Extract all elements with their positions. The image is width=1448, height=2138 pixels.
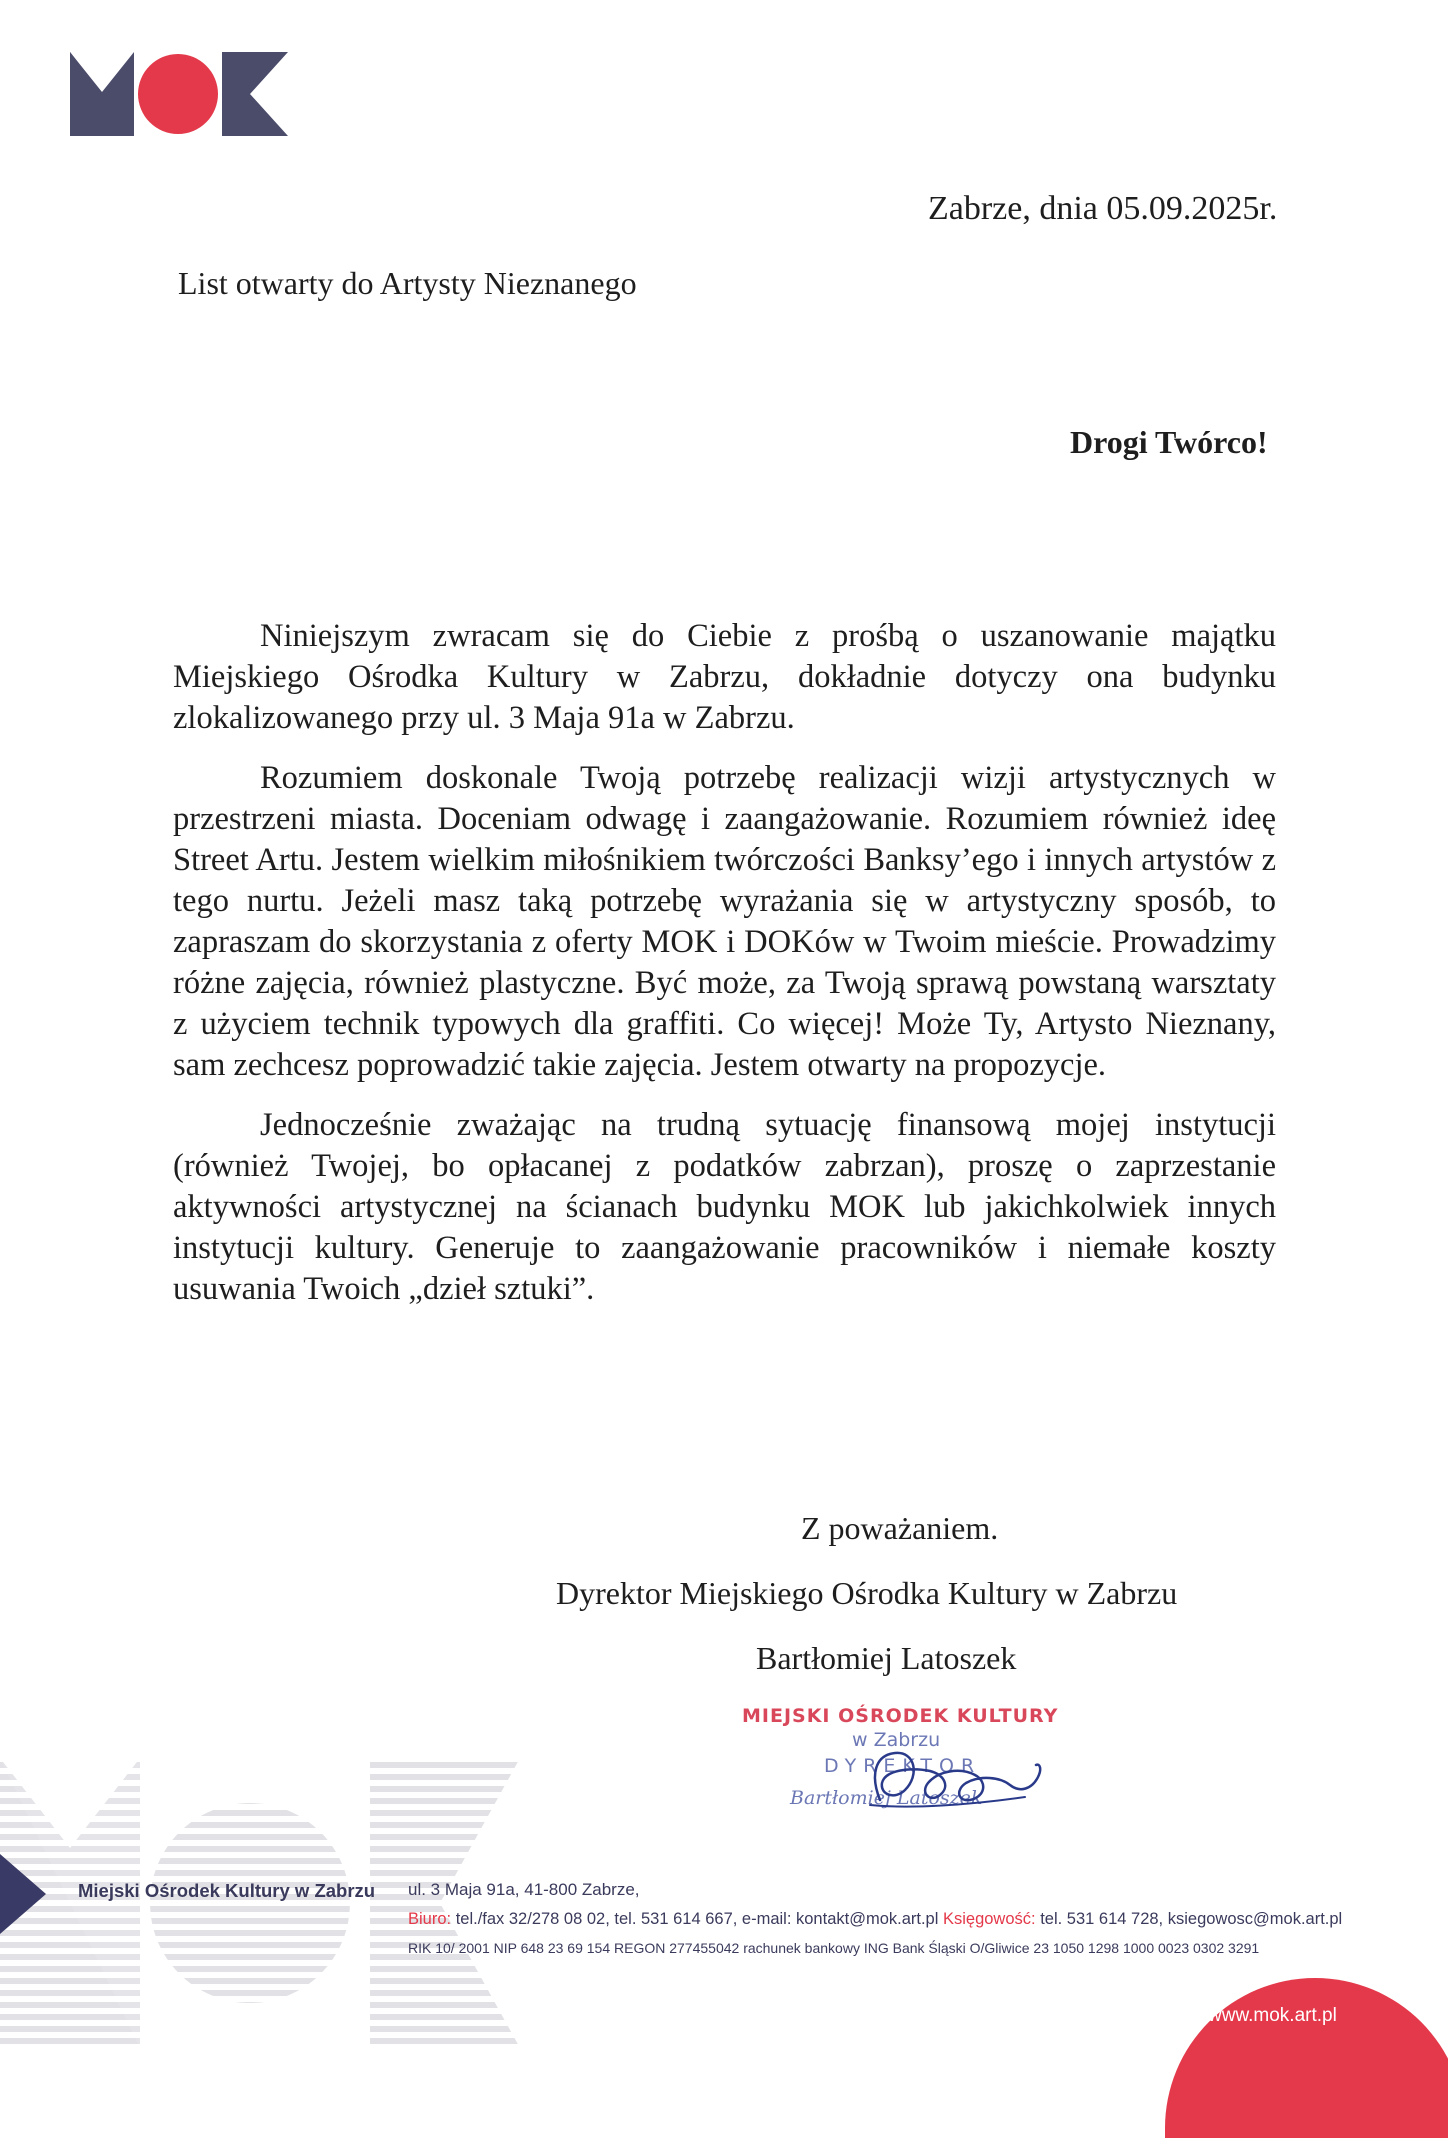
footer-registry: RIK 10/ 2001 NIP 648 23 69 154 REGON 277455042 rachunek bankowy ING Bank Śląski O/Gliwice 23 1050 1298 1000 0023 0302 3291 — [408, 1940, 1260, 1956]
paragraph-2: Rozumiem doskonale Twoją potrzebę realizacji wizji artystycznych w przestrzeni miasta. Doceniam odwagę i zaangażowanie. Rozumiem również ideę Street Artu. Jestem wielkim miłośnikiem twórczości Banksy’ego i innych artystów z tego nurtu. Jeżeli masz taką potrzebę wyrażania się w artystyczny sposób, to zapraszam do skorzystania z oferty MOK i DOKów w Twoim mieście. Prowadzimy różne zajęcia, również plastyczne. Być może, za Twoją sprawą powstaną warsztaty z użyciem technik typowych dla graffiti. Co więcej! Może Ty, Artysto Nieznany, sam zechcesz poprowadzić takie zajęcia. Jestem otwarty na propozycje. — [173, 760, 1276, 1083]
stamp-org-line: MIEJSKI OŚRODEK KULTURY — [742, 1705, 1059, 1727]
footer-address: ul. 3 Maja 91a, 41-800 Zabrze, — [408, 1880, 640, 1899]
office-contact: tel./fax 32/278 08 02, tel. 531 614 667, e-mail: kontakt@mok.art.pl — [451, 1910, 943, 1928]
footer-contact — [408, 1910, 1342, 1929]
letter-body — [173, 616, 1276, 1329]
website-link[interactable]: www.mok.art.pl — [1208, 2005, 1337, 2026]
signer-role: Dyrektor Miejskiego Ośrodka Kultury w Zabrzu — [556, 1575, 1178, 1611]
letter-subject: List otwarty do Artysty Nieznanego — [178, 265, 637, 301]
paragraph-1: Niniejszym zwracam się do Ciebie z prośbą o uszanowanie majątku Miejskiego Ośrodka Kultury w Zabrzu, dokładnie dotyczy ona budynku zlokalizowanego przy ul. 3 Maja 91a w Zabrzu. — [173, 618, 1276, 736]
accounting-contact: tel. 531 614 728, ksiegowosc@mok.art.pl — [1035, 1910, 1343, 1928]
accounting-label: Księgowość: — [942, 1910, 1036, 1928]
letter-date: Zabrze, dnia 05.09.2025r. — [928, 190, 1278, 227]
stamp-city-line: w Zabrzu — [852, 1729, 941, 1751]
signer-name: Bartłomiej Latoszek — [756, 1640, 1017, 1676]
salutation: Drogi Twórco! — [1070, 424, 1268, 460]
mok-logo — [70, 52, 290, 140]
stamp-title-line: DYREKTOR — [824, 1755, 982, 1777]
office-label: Biuro: — [408, 1910, 452, 1928]
closing: Z poważaniem. — [801, 1510, 999, 1546]
paragraph-3: Jednocześnie zważając na trudną sytuację finansową mojej instytucji (również Twojej, bo opłacanej z podatków zabrzan), proszę o zaprzestanie aktywności artystycznej na ścianach budynku MOK lub jakichkolwiek innych instytucji kultury. Generuje to zaangażowanie pracowników i niemałe koszty usuwania Twoich „dzieł sztuki”. — [173, 1107, 1276, 1307]
footer-arrow-icon — [0, 1854, 48, 1934]
stamp-name-line: Bartłomiej Latoszek — [790, 1787, 983, 1809]
footer-org-name: Miejski Ośrodek Kultury w Zabrzu — [78, 1880, 376, 1901]
